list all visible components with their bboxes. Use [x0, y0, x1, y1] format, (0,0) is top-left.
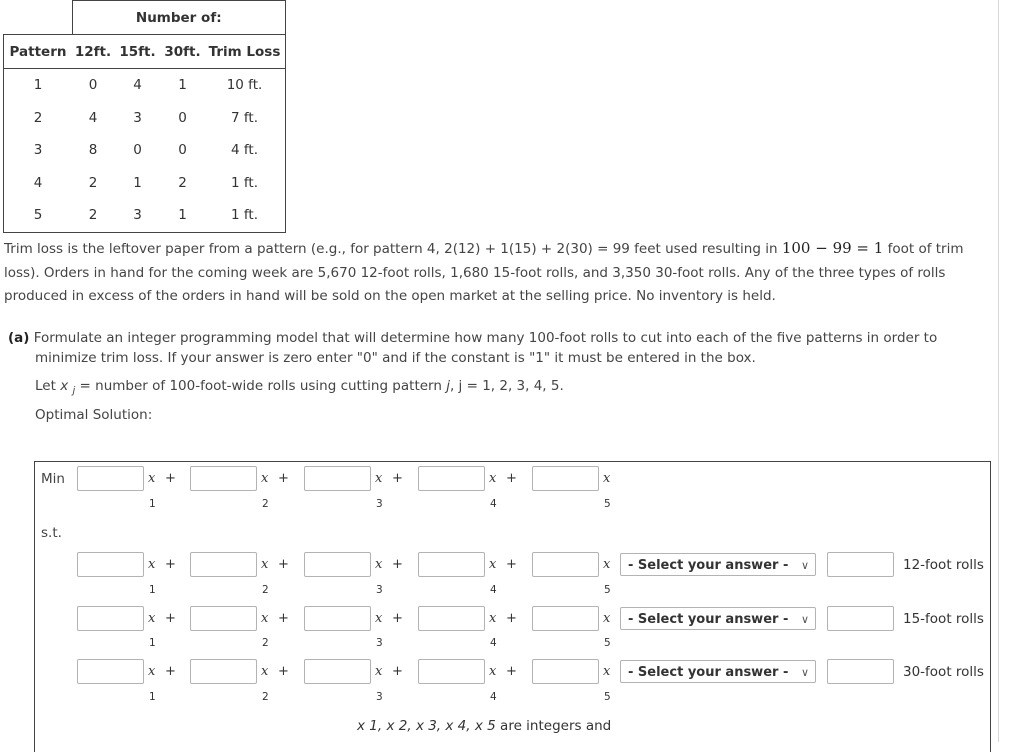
description-part-2: foot of trim loss). Orders in hand for the coming week are 5,670 12-foot rolls, 1,680 15-foot rolls, and 3,350 30-foot rolls. Any of the three types of rolls produced in excess of the orders in hand will be sold on the open market at the selling price. No inventory is held. — [4, 241, 964, 304]
col-header-12ft: 12ft. — [72, 35, 114, 69]
var-x: x — [148, 664, 156, 679]
cell: 5 — [4, 199, 73, 232]
var-subscript: 3 — [376, 637, 383, 649]
plus-sign: + — [392, 557, 403, 572]
cell: 3 — [4, 134, 73, 167]
page-edge-divider — [998, 0, 999, 742]
trim-math: 100 − 99 = 1 — [781, 239, 884, 257]
plus-sign: + — [165, 611, 176, 626]
cell: 3 — [114, 199, 161, 232]
col-header-30ft: 30ft. — [161, 35, 204, 69]
var-x: x — [489, 611, 497, 626]
var-subscript: 1 — [149, 691, 156, 703]
var-x: x — [148, 557, 156, 572]
cell: 7 ft. — [204, 102, 286, 135]
rhs-label-15ft: 15-foot rolls — [903, 611, 984, 627]
cell: 2 — [4, 102, 73, 135]
var-subscript: 3 — [376, 498, 383, 510]
c2-coef-x1-input[interactable] — [77, 606, 144, 631]
table-row — [4, 69, 286, 102]
cell: 2 — [178, 174, 187, 191]
chevron-down-icon: ∨ — [800, 559, 809, 572]
var-x: x — [261, 611, 269, 626]
min-label: Min — [41, 471, 65, 487]
plus-sign: + — [506, 471, 517, 486]
c3-rhs-input[interactable] — [827, 659, 894, 684]
c1-coef-x4-input[interactable] — [418, 552, 485, 577]
variable-definition: Let x $_j$ = number of 100-foot-wide rolls using cutting pattern j, j = 1, 2, 3, 4, 5. — [35, 378, 564, 397]
plus-sign: + — [165, 664, 176, 679]
objective-coef-x1-input[interactable] — [77, 466, 144, 491]
cell: 2 — [72, 199, 114, 232]
c1-relation-select[interactable]: - Select your answer - ∨ — [620, 553, 816, 576]
plus-sign: + — [278, 557, 289, 572]
group-header: Number of: — [72, 1, 286, 35]
c2-rhs-input[interactable] — [827, 606, 894, 631]
chevron-down-icon: ∨ — [800, 613, 809, 626]
var-subscript: 1 — [149, 584, 156, 596]
cell: 1 — [161, 199, 204, 232]
var-x: x — [375, 664, 383, 679]
objective-coef-x4-input[interactable] — [418, 466, 485, 491]
table-row — [4, 102, 286, 135]
question-text-1: Formulate an integer programming model that will determine how many 100-foot rolls to cut into each of the five patterns in order to — [33, 330, 938, 346]
var-x: x — [603, 611, 611, 626]
plus-sign: + — [506, 557, 517, 572]
c1-coef-x2-input[interactable] — [190, 552, 257, 577]
c3-coef-x3-input[interactable] — [304, 659, 371, 684]
cell: 1 ft. — [204, 167, 286, 200]
st-label: s.t. — [41, 525, 62, 541]
c2-coef-x3-input[interactable] — [304, 606, 371, 631]
c3-relation-select[interactable]: - Select your answer - ∨ — [620, 660, 816, 683]
description-part-1: Trim loss is the leftover paper from a pattern (e.g., for pattern 4, 2(12) + 1(15) + 2(30) = 99 feet used resulting in — [4, 241, 782, 257]
c3-coef-x2-input[interactable] — [190, 659, 257, 684]
c1-coef-x1-input[interactable] — [77, 552, 144, 577]
problem-description — [4, 237, 989, 309]
var-x: x — [375, 611, 383, 626]
cell: 4 ft. — [204, 134, 286, 167]
plus-sign: + — [506, 611, 517, 626]
var-subscript: 4 — [490, 637, 497, 649]
cell: 1 — [4, 69, 73, 102]
var-subscript: 1 — [149, 498, 156, 510]
var-subscript: 1 — [149, 637, 156, 649]
plus-sign: + — [392, 664, 403, 679]
var-subscript: 4 — [490, 584, 497, 596]
plus-sign: + — [392, 611, 403, 626]
col-header-15ft: 15ft. — [114, 35, 161, 69]
cell: 1 ft. — [204, 199, 286, 232]
var-x: x — [375, 557, 383, 572]
c3-coef-x1-input[interactable] — [77, 659, 144, 684]
var-x: x — [261, 471, 269, 486]
var-x: x — [489, 664, 497, 679]
plus-sign: + — [165, 471, 176, 486]
var-subscript: 3 — [376, 691, 383, 703]
rhs-label-30ft: 30-foot rolls — [903, 664, 984, 680]
var-subscript: 4 — [490, 691, 497, 703]
var-subscript: 5 — [604, 584, 611, 596]
cell: 1 — [133, 174, 142, 191]
question-text-2: minimize trim loss. If your answer is zero enter "0" and if the constant is "1" it must be entered in the box. — [35, 350, 756, 366]
cell: 0 — [178, 142, 187, 159]
c3-coef-x5-input[interactable] — [532, 659, 599, 684]
var-x: x — [148, 471, 156, 486]
chevron-down-icon: ∨ — [800, 666, 809, 679]
cell: 0 — [178, 109, 187, 126]
var-x: x — [489, 471, 497, 486]
cell: 0 — [88, 77, 98, 94]
plus-sign: + — [392, 471, 403, 486]
cell: 3 — [133, 109, 142, 126]
cell: 4 — [88, 109, 98, 126]
plus-sign: + — [506, 664, 517, 679]
var-x: x — [261, 664, 269, 679]
c1-coef-x3-input[interactable] — [304, 552, 371, 577]
integer-constraint: x 1, x 2, x 3, x 4, x 5 are integers and — [357, 718, 612, 734]
var-subscript: 5 — [604, 637, 611, 649]
question-label: (a) — [8, 330, 30, 346]
var-x: x — [489, 557, 497, 572]
col-header-trim-loss: Trim Loss — [204, 35, 286, 69]
var-subscript: 2 — [262, 637, 269, 649]
objective-coef-x5-input[interactable] — [532, 466, 599, 491]
var-x: x — [375, 471, 383, 486]
ip-model-panel — [34, 461, 991, 752]
var-x: x — [603, 557, 611, 572]
var-subscript: 2 — [262, 498, 269, 510]
table-row — [4, 134, 286, 167]
col-header-pattern: Pattern — [4, 35, 73, 69]
var-subscript: 4 — [490, 498, 497, 510]
var-subscript: 2 — [262, 691, 269, 703]
var-subscript: 5 — [604, 498, 611, 510]
objective-coef-x3-input[interactable] — [304, 466, 371, 491]
c2-coef-x4-input[interactable] — [418, 606, 485, 631]
pattern-table — [3, 0, 286, 233]
var-x: x — [603, 471, 611, 486]
var-subscript: 5 — [604, 691, 611, 703]
objective-coef-x2-input[interactable] — [190, 466, 257, 491]
question-a — [8, 327, 937, 350]
var-x: x — [261, 557, 269, 572]
cell: 4 — [4, 167, 73, 200]
cell: 1 — [178, 77, 187, 94]
c1-rhs-input[interactable] — [827, 552, 894, 577]
cell: 4 — [133, 77, 142, 94]
table-row — [4, 167, 286, 200]
var-x: x — [603, 664, 611, 679]
cell: 0 — [133, 142, 142, 159]
c2-relation-select[interactable]: - Select your answer - ∨ — [620, 607, 816, 630]
c2-coef-x5-input[interactable] — [532, 606, 599, 631]
var-x: x — [148, 611, 156, 626]
plus-sign: + — [278, 611, 289, 626]
var-subscript: 3 — [376, 584, 383, 596]
c3-coef-x4-input[interactable] — [418, 659, 485, 684]
plus-sign: + — [278, 664, 289, 679]
c1-coef-x5-input[interactable] — [532, 552, 599, 577]
plus-sign: + — [278, 471, 289, 486]
rhs-label-12ft: 12-foot rolls — [903, 557, 984, 573]
plus-sign: + — [165, 557, 176, 572]
c2-coef-x2-input[interactable] — [190, 606, 257, 631]
cell: 10 ft. — [204, 69, 286, 102]
optimal-solution-label: Optimal Solution: — [35, 407, 153, 423]
cell: 2 — [88, 174, 98, 191]
table-row — [4, 199, 286, 232]
cell: 8 — [88, 142, 98, 159]
var-subscript: 2 — [262, 584, 269, 596]
